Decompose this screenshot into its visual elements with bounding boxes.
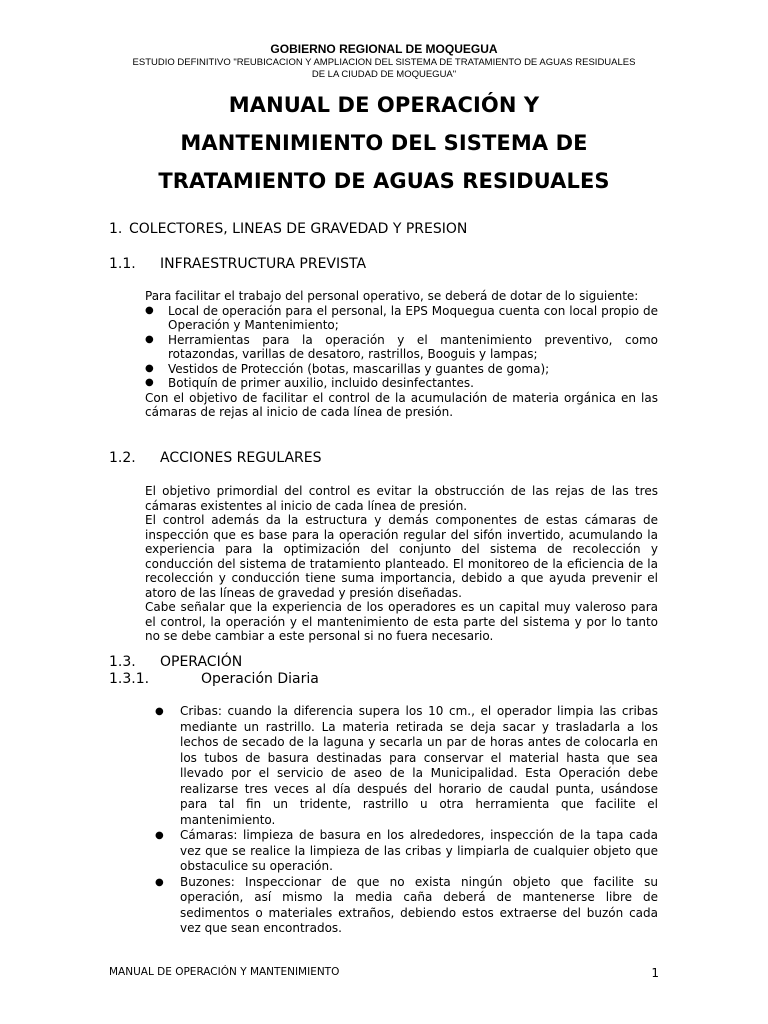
section-1-2-body xyxy=(145,484,658,644)
bullet-dot-icon: ● xyxy=(155,706,164,717)
bullet-dot-icon: ● xyxy=(145,377,154,388)
section-number: 1.2. xyxy=(109,450,136,466)
footer-label: MANUAL DE OPERACIÓN Y MANTENIMIENTO xyxy=(109,966,340,978)
section-number: 1.3.1. xyxy=(109,671,150,687)
section-1-1-heading xyxy=(109,256,366,272)
document-title-line-3: TRATAMIENTO DE AGUAS RESIDUALES xyxy=(158,169,610,193)
section-number: 1. xyxy=(109,221,123,237)
list-item: ● Vestidos de Protección (botas, mascarillas y guantes de goma); xyxy=(145,361,550,376)
organization-name: GOBIERNO REGIONAL DE MOQUEGUA xyxy=(270,42,498,56)
paragraph: Cabe señalar que la experiencia de los operadores es un capital muy valeroso para el control, la operación y el mantenimiento de esta parte del sistema y por lo tanto no se debe cambiar a este personal si no fuera necesario. xyxy=(145,600,658,643)
paragraph: El objetivo primordial del control es evitar la obstrucción de las rejas de las tres cámaras existentes al inicio de cada línea de presión. xyxy=(145,484,658,513)
document-title-line-2: MANTENIMIENTO DEL SISTEMA DE xyxy=(180,131,588,155)
section-1-3-heading xyxy=(109,654,242,670)
list-item: ● Botiquín de primer auxilio, incluido desinfectantes. xyxy=(145,376,474,390)
list-item: ● Cribas: cuando la diferencia supera los 10 cm., el operador limpia las cribas mediante un rastrillo. La materia retirada se deja sacar y trasladarla a los lechos de secado de la laguna y secarla un par de horas antes de colocarla en los tubos de basura destinadas para conservar el material hasta que sea llevado por el servicio de aseo de la Municipalidad. Esta Operación debe realizarse tres veces al día después del horario de caudal punta, usándose para tal fin un tridente, rastrillo u otra herramienta que facilite el mantenimiento. xyxy=(155,704,658,827)
section-1-3-1-body xyxy=(155,704,658,937)
list-item: ● Herramientas para la operación y el mantenimiento preventivo, como rotazondas, varillas de desatoro, rastrillos, Booguis y lampas; xyxy=(145,332,658,361)
section-number: 1.3. xyxy=(109,654,136,670)
bullet-dot-icon: ● xyxy=(155,830,164,841)
section-number: 1.1. xyxy=(109,256,136,272)
section-1-3-1-heading xyxy=(109,671,319,687)
section-title: COLECTORES, LINEAS DE GRAVEDAD Y PRESION xyxy=(129,221,468,237)
list-item: ● Local de operación para el personal, la EPS Moquegua cuenta con local propio de Operación y Mantenimiento; xyxy=(145,303,658,332)
document-title xyxy=(100,86,668,200)
section-title: ACCIONES REGULARES xyxy=(160,450,322,466)
section-title: INFRAESTRUCTURA PREVISTA xyxy=(160,256,367,272)
study-title xyxy=(100,57,668,81)
bullet-dot-icon: ● xyxy=(155,876,164,888)
page-footer xyxy=(109,966,659,978)
page-number: 1 xyxy=(651,966,659,980)
paragraph: Para facilitar el trabajo del personal operativo, se deberá de dotar de lo siguiente: xyxy=(145,289,639,303)
section-1-2-heading xyxy=(109,450,322,466)
bullet-dot-icon: ● xyxy=(145,304,154,316)
section-1-heading xyxy=(109,221,467,237)
bullet-list xyxy=(155,704,658,937)
section-title: Operación Diaria xyxy=(201,671,319,687)
document-title-line-1: MANUAL DE OPERACIÓN Y xyxy=(228,93,540,117)
paragraph: El control además da la estructura y demás componentes de estas cámaras de inspección que es base para la operación regular del sifón invertido, acumulando la experiencia para la optimización del conjunto del sistema de recolección y conducción del sistema de tratamiento planteado. El monitoreo de la eficiencia de la recolección y conducción tiene suma importancia, debido a que ayuda prevenir el atoro de las líneas de gravedad y presión diseñadas. xyxy=(145,513,658,600)
section-title: OPERACIÓN xyxy=(160,654,243,670)
bullet-dot-icon: ● xyxy=(145,333,154,345)
bullet-list xyxy=(145,304,658,391)
study-title-line-2: DE LA CIUDAD DE MOQUEGUA" xyxy=(311,69,457,80)
bullet-dot-icon: ● xyxy=(145,362,154,374)
study-title-line-1: ESTUDIO DEFINITIVO "REUBICACION Y AMPLIACION DEL SISTEMA DE TRATAMIENTO DE AGUAS RESIDUALES xyxy=(132,57,636,68)
paragraph: Con el objetivo de facilitar el control de la acumulación de materia orgánica en las cámaras de rejas al inicio de cada línea de presión. xyxy=(145,390,658,419)
list-item: ● Buzones: Inspeccionar de que no exista ningún objeto que facilite su operación, así mismo la media caña deberá de mantenerse libre de sedimentos o materiales extraños, debiendo estos extraerse del buzón cada vez que sean encontrados. xyxy=(155,874,658,935)
list-item: ● Cámaras: limpieza de basura en los alrededores, inspección de la tapa cada vez que se realice la limpieza de las cribas y limpiarla de cualquier objeto que obstaculice su operación. xyxy=(155,828,658,873)
section-1-1-body xyxy=(145,289,658,420)
